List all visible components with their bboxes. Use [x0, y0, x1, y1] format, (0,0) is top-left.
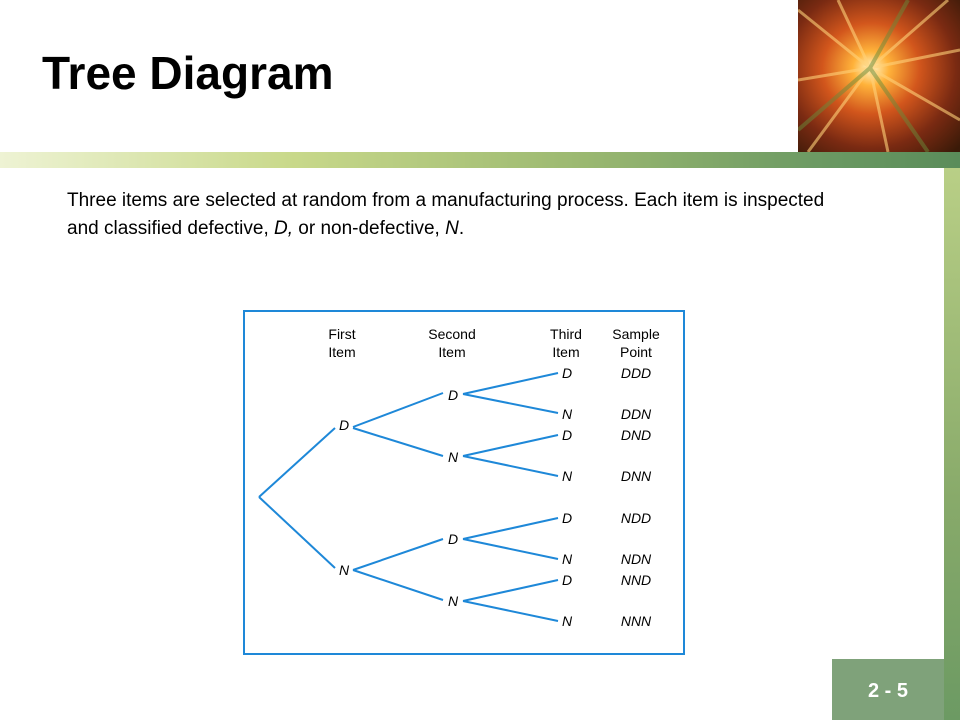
description-text: Three items are selected at random from a manufacturing process. Each item is inspected and classified defective, — [67, 190, 825, 239]
description-nondefective-symbol: N — [445, 218, 459, 239]
page-number: 2 - 5 — [867, 680, 909, 702]
branch-nn-n — [463, 601, 558, 621]
tree-diagram — [243, 310, 687, 656]
third-node-5: D — [561, 510, 573, 526]
description-defective-symbol: D, — [274, 218, 294, 239]
header-third-item-line2: Item — [552, 344, 580, 360]
second-node-nn: N — [447, 593, 459, 609]
third-node-7: D — [561, 572, 573, 588]
header-sample-point-line2: Point — [620, 344, 652, 360]
first-node-d: D — [338, 417, 350, 433]
third-node-4: N — [561, 468, 573, 484]
second-node-nd: D — [447, 531, 459, 547]
sample-point-5: NDD — [620, 510, 652, 526]
right-border-bar — [944, 168, 960, 720]
first-node-n: N — [338, 562, 350, 578]
description-text-end: . — [458, 218, 465, 239]
decorative-photo — [798, 0, 960, 152]
header-first-item-line1: First — [328, 326, 356, 342]
branch-root-n — [259, 497, 335, 568]
third-node-3: D — [561, 427, 573, 443]
branch-d-n — [353, 428, 443, 456]
header-second-item-line2: Item — [438, 344, 466, 360]
branch-dn-d — [463, 435, 558, 456]
branch-root-d — [259, 428, 335, 497]
sample-point-6: NDN — [620, 551, 652, 567]
third-node-8: N — [561, 613, 573, 629]
branch-n-n — [353, 570, 443, 600]
second-node-dd: D — [447, 387, 459, 403]
sample-point-8: NNN — [620, 613, 652, 629]
header-first-item-line2: Item — [328, 344, 356, 360]
diagram-frame — [244, 311, 684, 654]
third-node-2: N — [561, 406, 573, 422]
page-title: Tree Diagram — [42, 47, 334, 99]
branch-nd-n — [463, 539, 558, 559]
sample-point-1: DDD — [620, 365, 652, 381]
sample-point-2: DDN — [620, 406, 652, 422]
sample-point-3: DND — [620, 427, 652, 443]
header-sample-point-line1: Sample — [612, 326, 660, 342]
branch-nn-d — [463, 580, 558, 601]
third-node-6: N — [561, 551, 573, 567]
branch-n-d — [353, 539, 443, 570]
header-second-item-line1: Second — [428, 326, 476, 342]
description-text-middle: or non-defective, — [293, 218, 446, 239]
branch-dd-d — [463, 373, 558, 394]
branch-dd-n — [463, 394, 558, 413]
second-node-dn: N — [447, 449, 459, 465]
third-node-1: D — [561, 365, 573, 381]
branch-nd-d — [463, 518, 558, 539]
header-third-item-line1: Third — [550, 326, 582, 342]
sample-point-4: DNN — [620, 468, 652, 484]
sample-point-7: NND — [620, 572, 652, 588]
header-stripe — [0, 152, 960, 168]
slide-description — [67, 187, 847, 243]
branch-d-d — [353, 393, 443, 427]
branch-dn-n — [463, 456, 558, 476]
